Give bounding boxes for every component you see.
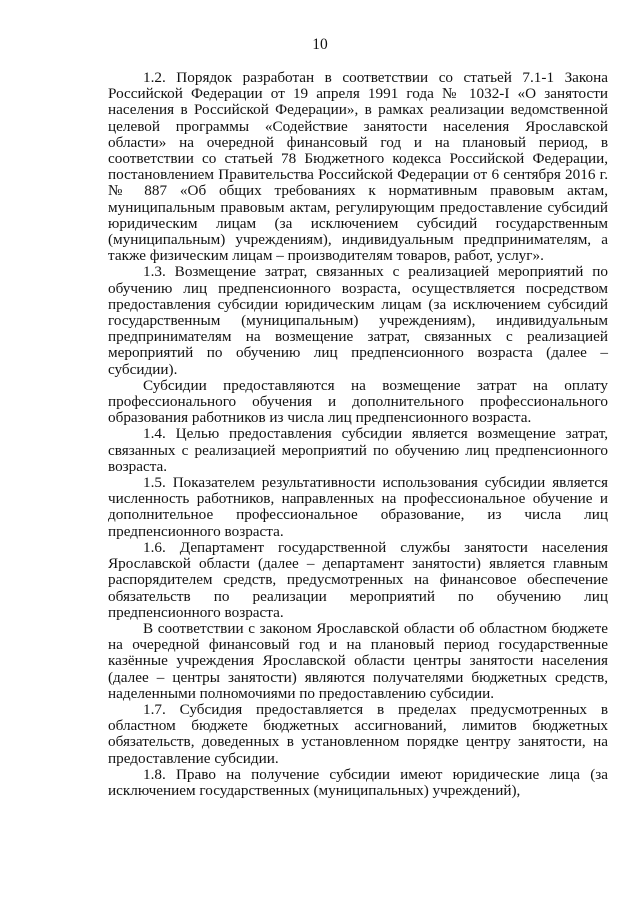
paragraph-1-6: 1.6. Департамент государственной службы занятости населения Ярославской области (далее – департамент занятости) является главным распорядителем средств, предусмотренных на финансовое обеспечение обязательств по реализации мероприятий по обучению лиц предпенсионного возраста. [108,538,608,621]
paragraph-employment-centers: В соответствии с законом Ярославской области об областном бюджете на очередной финансовый год и на плановый период государственные казённые учреждения Ярославской области центры занятости населения (далее – центры занятости) являются получателями бюджетных средств, наделенными полномочиями по предоставлению субсидии. [108,619,608,702]
paragraph-1-4: 1.4. Целью предоставления субсидии является возмещение затрат, связанных с реализацией мероприятий по обучению лиц предпенсионного возраста. [108,425,608,475]
document-body [108,70,608,799]
paragraph-1-2: 1.2. Порядок разработан в соответствии со статьей 7.1-1 Закона Российской Федерации от 19 апреля 1991 года № 1032-I «О занятости населения в Российской Федерации», в рамках реализации ведомственной целевой программы «Содействие занятости населения Ярославской области» на очередной финансовый год и на плановый период, в соответствии со статьей 78 Бюджетного кодекса Российской Федерации, постановлением Правительства Российской Федерации от 6 сентября 2016 г. № 887 «Об общих требованиях к нормативным правовым актам, муниципальным правовым актам, регулирующим предоставление субсидий юридическим лицам (за исключением субсидий государственным (муниципальным) учреждениям), индивидуальным предпринимателям, а также физическим лицам – производителям товаров, работ, услуг». [108,69,608,265]
page-number: 10 [312,36,328,53]
paragraph-1-8: 1.8. Право на получение субсидии имеют юридические лица (за исключением государственных (муниципальных) учреждений), [108,765,608,799]
paragraph-1-5: 1.5. Показателем результативности использования субсидии является численность работников, направленных на профессиональное обучение и дополнительное профессиональное образование, из числа лиц предпенсионного возраста. [108,474,608,540]
paragraph-subsidies-purpose: Субсидии предоставляются на возмещение затрат на оплату профессионального обучения и дополнительного профессионального образования работников из числа лиц предпенсионного возраста. [108,376,608,427]
paragraph-1-7: 1.7. Субсидия предоставляется в пределах предусмотренных в областном бюджете бюджетных ассигнований, лимитов бюджетных обязательств, доведенных в установленном порядке центру занятости, на предоставление субсидии. [108,700,608,767]
paragraph-1-3: 1.3. Возмещение затрат, связанных с реализацией мероприятий по обучению лиц предпенсионного возраста, осуществляется посредством предоставления субсидии юридическим лицам (за исключением субсидий государственным (муниципальным) учреждениям), индивидуальным предпринимателям на возмещение затрат, связанных с реализацией мероприятий по обучению лиц предпенсионного возраста (далее – субсидии). [108,263,608,378]
